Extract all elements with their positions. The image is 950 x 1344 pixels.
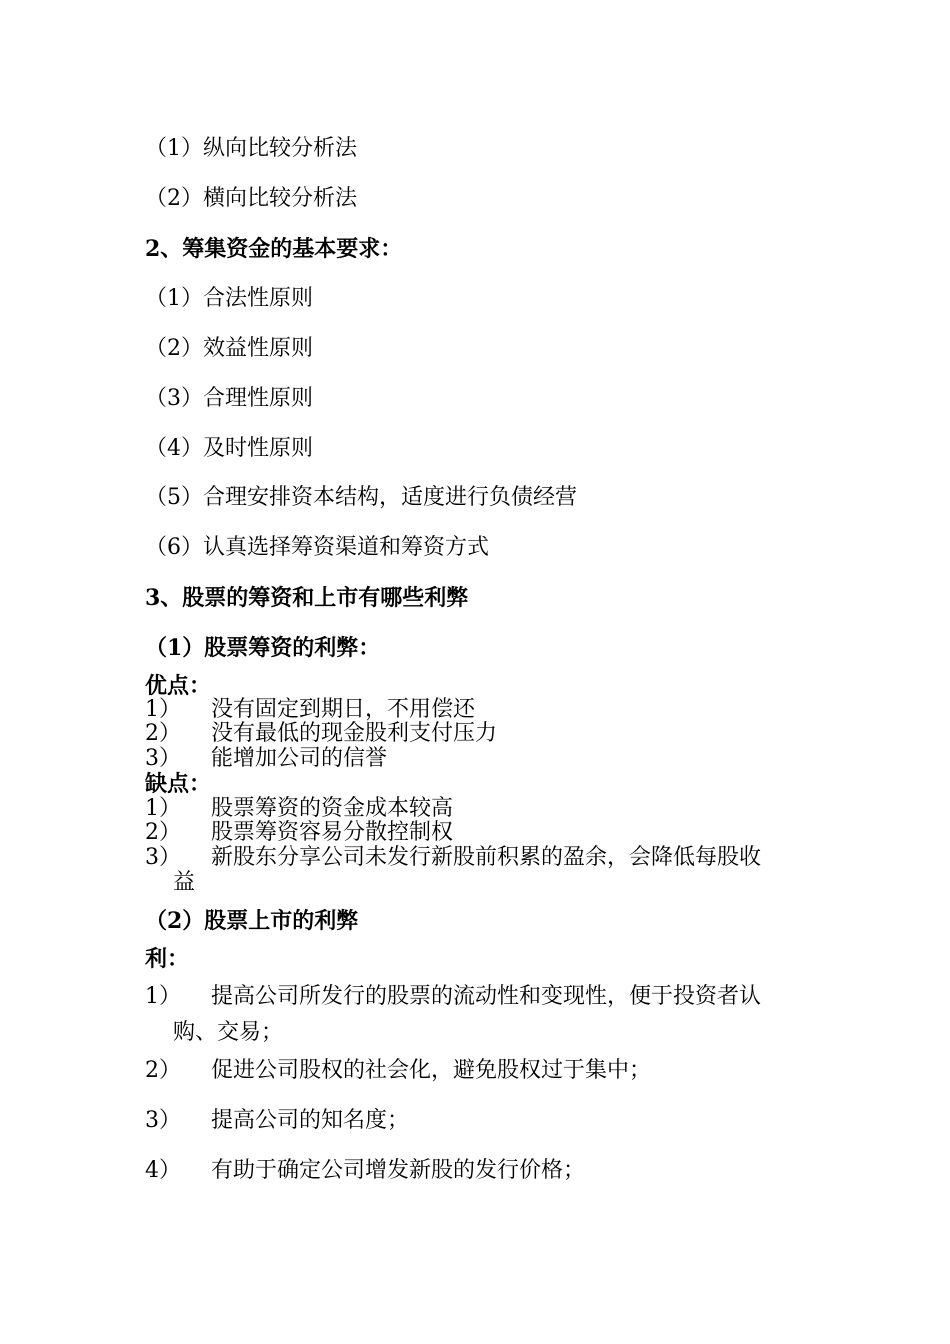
list-item: （4）及时性原则 bbox=[145, 436, 313, 461]
item-number: 2） bbox=[145, 721, 181, 746]
item-number: 1） bbox=[145, 697, 181, 722]
cons-label: 缺点： bbox=[145, 771, 212, 797]
list-item bbox=[145, 1158, 585, 1184]
list-item bbox=[145, 984, 761, 1010]
list-item: （5）合理安排资本结构，适度进行负债经营 bbox=[145, 485, 577, 510]
item-text: 有助于确定公司增发新股的发行价格； bbox=[211, 1158, 586, 1183]
list-item bbox=[145, 1108, 409, 1134]
list-item: （2）横向比较分析法 bbox=[145, 186, 357, 211]
item-number: 3） bbox=[145, 1108, 181, 1133]
item-number: 1） bbox=[145, 796, 181, 821]
item-number: 2） bbox=[145, 820, 181, 845]
item-text: 新股东分享公司未发行新股前积累的盈余，会降低每股收 bbox=[211, 845, 762, 870]
list-item: （1）纵向比较分析法 bbox=[145, 136, 357, 161]
subsection-heading: （1）股票筹资的利弊： bbox=[145, 635, 381, 661]
item-number: 2） bbox=[145, 1058, 181, 1083]
item-text: 股票筹资容易分散控制权 bbox=[211, 820, 454, 845]
list-item: （1）合法性原则 bbox=[145, 286, 313, 311]
list-item: （6）认真选择筹资渠道和筹资方式 bbox=[145, 535, 489, 560]
list-item bbox=[145, 697, 475, 723]
item-continuation: 购、交易； bbox=[173, 1020, 284, 1045]
pros-label: 利： bbox=[145, 946, 190, 972]
item-continuation: 益 bbox=[173, 870, 196, 895]
item-text: 提高公司的知名度； bbox=[211, 1108, 410, 1133]
item-text: 提高公司所发行的股票的流动性和变现性，便于投资者认 bbox=[211, 984, 762, 1009]
item-text: 股票筹资的资金成本较高 bbox=[211, 796, 454, 821]
list-item: （3）合理性原则 bbox=[145, 386, 313, 411]
list-item bbox=[145, 1058, 651, 1084]
list-item: （2）效益性原则 bbox=[145, 336, 313, 361]
item-text: 促进公司股权的社会化，避免股权过于集中； bbox=[211, 1058, 652, 1083]
list-item bbox=[145, 796, 453, 822]
pros-label: 优点： bbox=[145, 673, 212, 699]
item-number: 3） bbox=[145, 845, 181, 870]
item-text: 没有固定到期日，不用偿还 bbox=[211, 697, 476, 722]
item-text: 没有最低的现金股利支付压力 bbox=[211, 721, 498, 746]
subsection-heading: （2）股票上市的利弊 bbox=[145, 908, 359, 934]
item-number: 4） bbox=[145, 1158, 181, 1183]
section-heading: 3、股票的筹资和上市有哪些利弊 bbox=[145, 585, 469, 611]
list-item bbox=[145, 820, 453, 846]
list-item bbox=[145, 721, 497, 747]
item-number: 3） bbox=[145, 746, 181, 771]
section-heading: 2、筹集资金的基本要求： bbox=[145, 236, 403, 262]
list-item bbox=[145, 746, 387, 772]
item-text: 能增加公司的信誉 bbox=[211, 746, 388, 771]
item-number: 1） bbox=[145, 984, 181, 1009]
list-item bbox=[145, 845, 761, 871]
